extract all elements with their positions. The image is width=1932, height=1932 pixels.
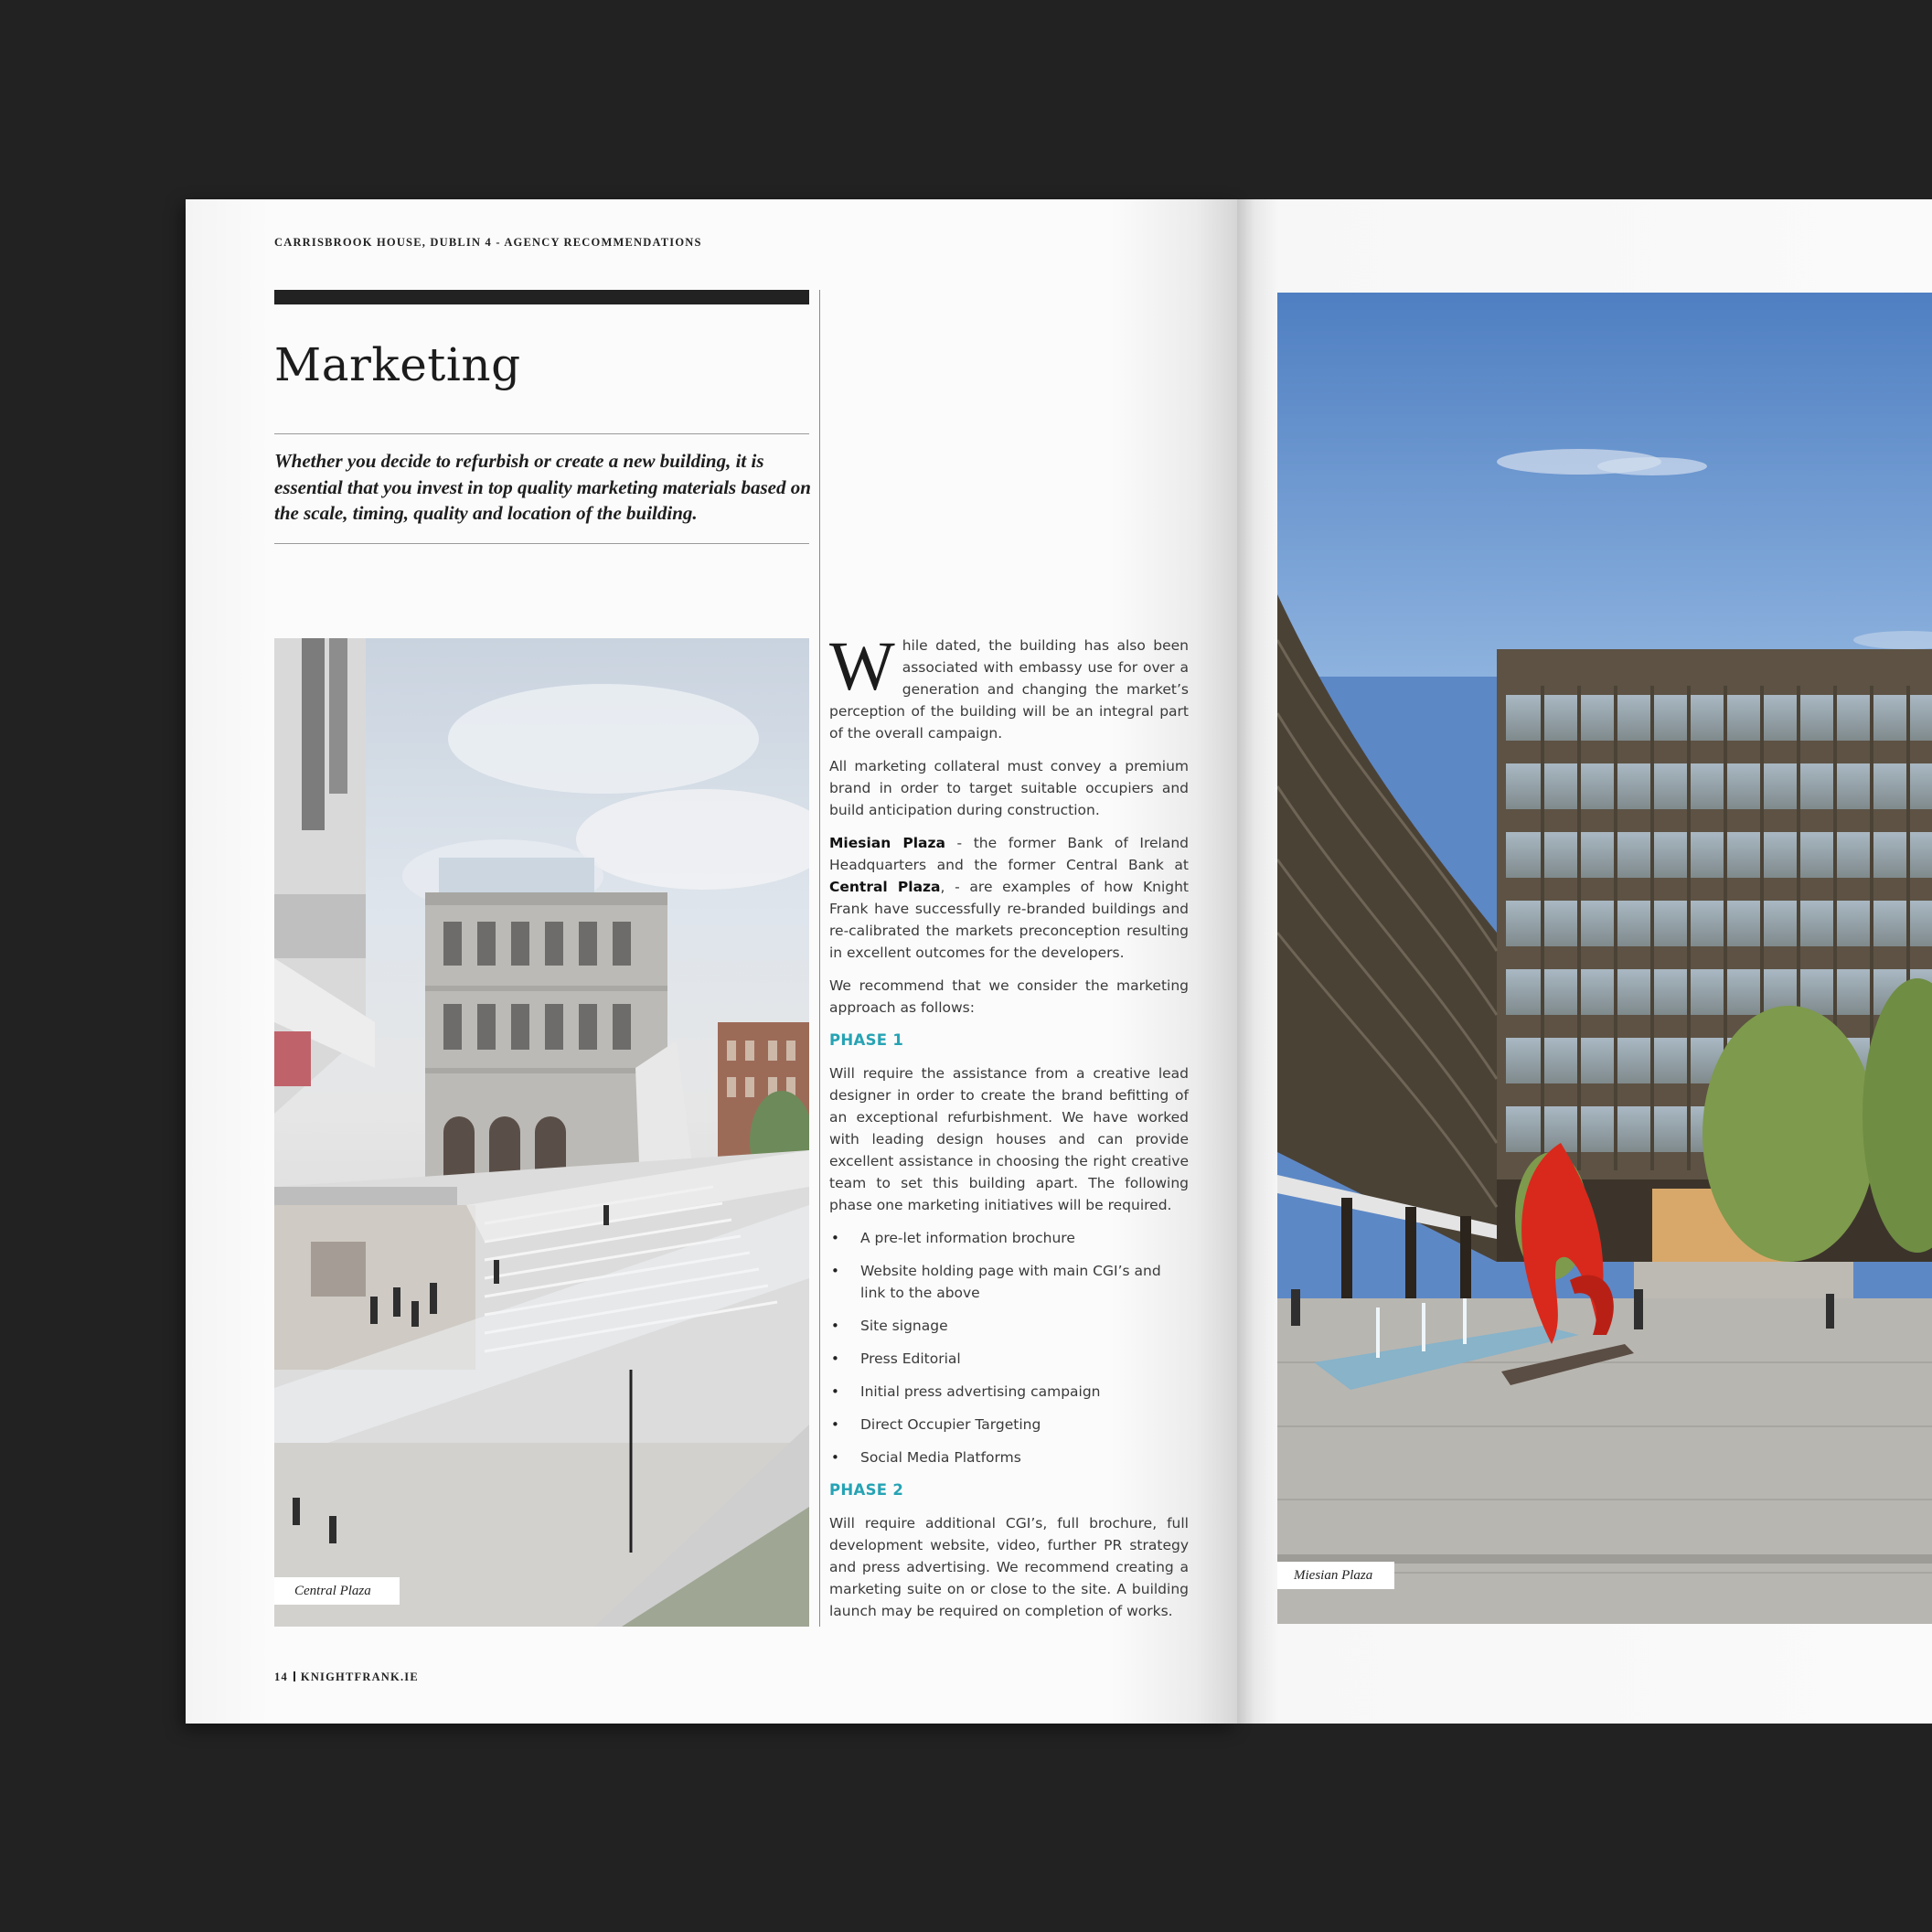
intro-rule-bottom — [274, 543, 809, 544]
page-footer — [274, 1670, 419, 1684]
intro-rule-top — [274, 433, 809, 434]
phase-1-list — [829, 1227, 1189, 1468]
list-item: • Social Media Platforms — [829, 1446, 1189, 1468]
list-item: • Initial press advertising campaign — [829, 1381, 1189, 1403]
list-item: • Direct Occupier Targeting — [829, 1414, 1189, 1436]
central-plaza-caption: Central Plaza — [274, 1577, 400, 1605]
page-title: Marketing — [274, 338, 521, 391]
footer-website: KNIGHTFRANK.IE — [300, 1670, 419, 1683]
body-text-column — [829, 628, 1189, 1633]
column-divider — [819, 290, 820, 1627]
body-paragraph-3: Miesian Plaza - the former Bank of Ireland Headquarters and the former Central Bank at Central Plaza, - are examples of how Knight Frank have successfully re-branded buildings and re-calibrated the markets preconception resulting in excellent outcomes for the developers. — [829, 835, 1189, 961]
running-head: CARRISBROOK HOUSE, DUBLIN 4 - AGENCY RECOMMENDATIONS — [274, 236, 702, 249]
list-item: • Press Editorial — [829, 1348, 1189, 1370]
left-page — [186, 199, 1237, 1724]
footer-separator — [294, 1671, 295, 1681]
title-rule-bar — [274, 290, 809, 304]
phase-2-text: Will require additional CGI’s, full brochure, full development website, video, further PR strategy and press advertising. We recommend creating a marketing suite on or close to the site. A building launch may be required on completion of works. — [829, 1515, 1189, 1619]
list-item: • Website holding page with main CGI’s and link to the above — [829, 1260, 1189, 1304]
body-paragraph-1: While dated, the building has also been associated with embassy use for over a generation and changing the market’s perception of the building will be an integral part of the overall campaign. — [829, 628, 1189, 742]
list-item: • Site signage — [829, 1315, 1189, 1337]
body-paragraph-4: We recommend that we consider the marketing approach as follows: — [829, 977, 1189, 1016]
drop-cap: W — [829, 628, 895, 705]
central-plaza-photo — [274, 638, 809, 1627]
phase-1-heading: PHASE 1 — [829, 1031, 904, 1049]
miesian-plaza-caption: Miesian Plaza — [1277, 1562, 1394, 1589]
list-item: • A pre-let information brochure — [829, 1227, 1189, 1249]
miesian-plaza-photo — [1277, 293, 1932, 1624]
body-paragraph-2: All marketing collateral must convey a premium brand in order to target suitable occupiers and build anticipation during construction. — [829, 758, 1189, 818]
phase-1-text: Will require the assistance from a creative lead designer in order to create the brand befitting of an exceptional refurbishment. We have worked with leading design houses and can provide excellent assistance in choosing the right creative team to set this building apart. The following phase one marketing initiatives will be required. — [829, 1065, 1189, 1213]
intro-text: Whether you decide to refurbish or create a new building, it is essential that you invest in top quality marketing materials based on the scale, timing, quality and location of the building. — [274, 450, 811, 524]
page-number: 14 — [274, 1670, 288, 1683]
phase-2-heading: PHASE 2 — [829, 1481, 904, 1499]
